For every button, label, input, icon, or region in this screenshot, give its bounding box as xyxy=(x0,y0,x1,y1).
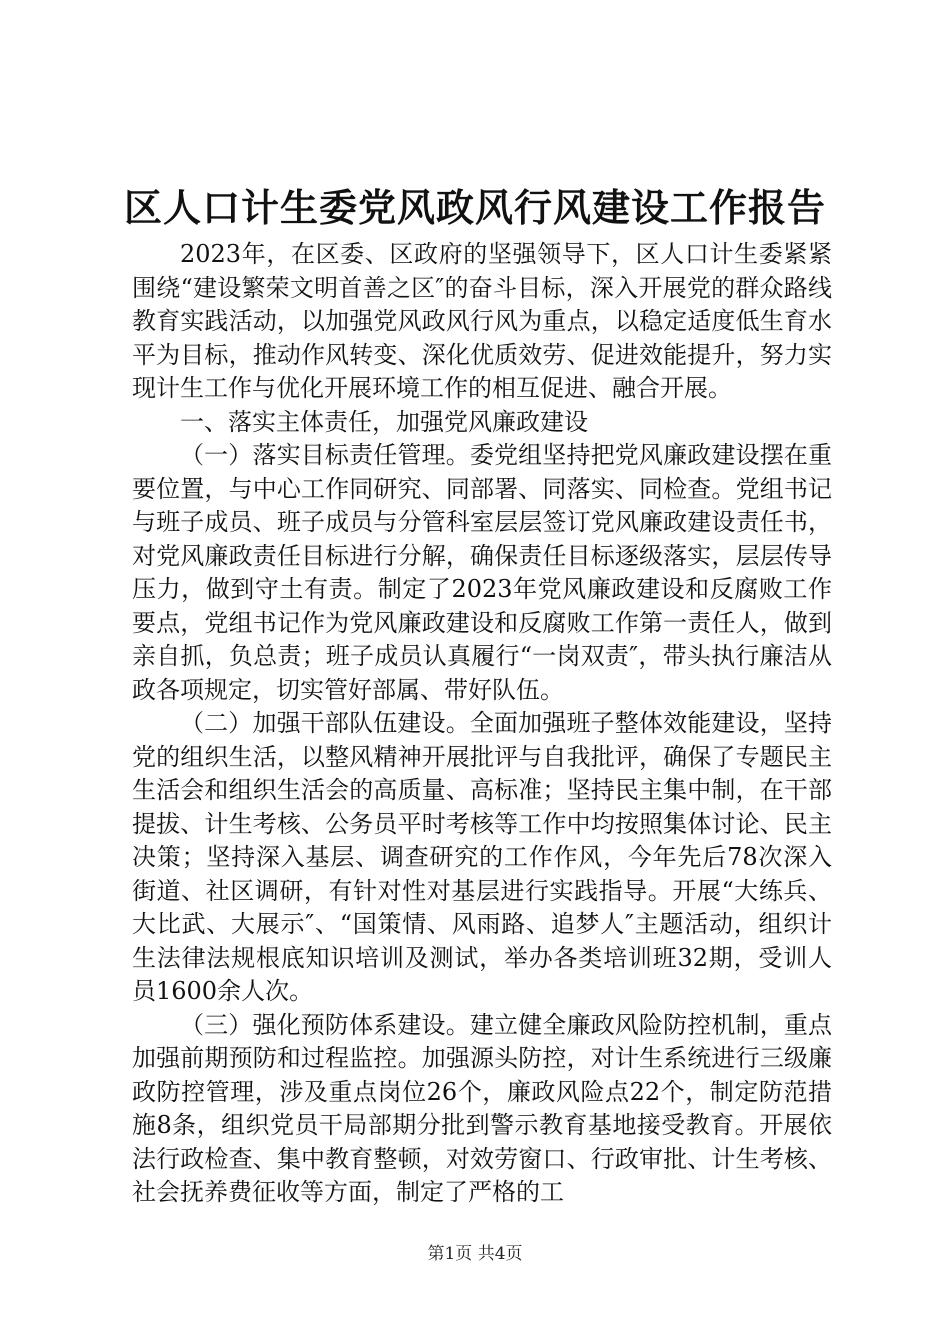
page-footer: 第1页 共4页 xyxy=(427,1244,523,1264)
document-title: 区人口计生委党风政风行风建设工作报告 xyxy=(123,185,826,230)
intro-paragraph: 2023年，在区委、区政府的坚强领导下，区人口计生委紧紧围绕“建设繁荣文明首善之区″的奋斗目标，深入开展党的群众路线教育实践活动，以加强党风政风行风为重点，以稳定适度低生育水平为目标，推动作风转变、深化优质效劳、促进效能提升，努力实现计生工作与优化开展环境工作的相互促进、融合开展。 xyxy=(132,240,832,402)
document-body xyxy=(132,238,832,1210)
paragraph-cadre-team: （二）加强干部队伍建设。全面加强班子整体效能建设，坚持党的组织生活，以整风精神开展批评与自我批评，确保了专题民主生活会和组织生活会的高质量、高标准；坚持民主集中制，在干部提拔、计生考核、公务员平时考核等工作中均按照集体讨论、民主决策；坚持深入基层、调查研究的工作作风，今年先后78次深入街道、社区调研，有针对性对基层进行实践指导。开展“大练兵、大比武、大展示″、“国策情、风雨路、追梦人″主题活动，组织计生法律法规根底知识培训及测试，举办各类培训班32期，受训人员1600余人次。 xyxy=(132,709,832,1005)
paragraph-prevention-system: （三）强化预防体系建设。建立健全廉政风险防控机制，重点加强前期预防和过程监控。加强源头防控，对计生系统进行三级廉政防控管理，涉及重点岗位26个，廉政风险点22个，制定防范措施8条，组织党员干局部期分批到警示教育基地接受教育。开展依法行政检查、集中教育整顿，对效劳窗口、行政审批、计生考核、社会抚养费征收等方面，制定了严格的工 xyxy=(132,1010,832,1206)
section-heading-1: 一、落实主体责任，加强党风廉政建设 xyxy=(180,407,588,436)
paragraph-target-responsibility: （一）落实目标责任管理。委党组坚持把党风廉政建设摆在重要位置，与中心工作同研究、同部署、同落实、同检查。党组书记与班子成员、班子成员与分管科室层层签订党风廉政建设责任书，对党风廉政责任目标进行分解，确保责任目标逐级落实，层层传导压力，做到守土有责。制定了2023年党风廉政建设和反腐败工作要点，党组书记作为党风廉政建设和反腐败工作第一责任人，做到亲自抓，负总责；班子成员认真履行“一岗双责″，带头执行廉洁从政各项规定，切实管好部属、带好队伍。 xyxy=(132,441,832,704)
